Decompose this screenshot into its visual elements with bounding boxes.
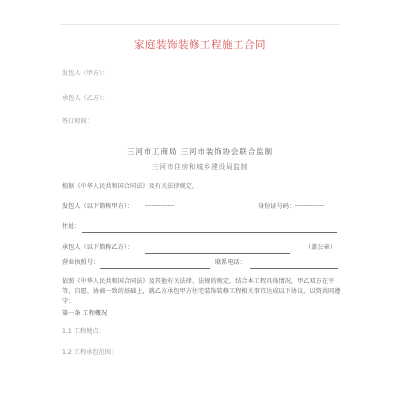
- id-number-label: 身份证号码：: [258, 203, 296, 210]
- address-label: 住址：: [62, 223, 81, 230]
- license-line: [100, 268, 210, 269]
- party-b-label: 承包人（乙方）：: [62, 95, 109, 102]
- item-1: 1.1 工程地点：: [62, 328, 105, 335]
- item-2: 1.2 工程承包范围：: [62, 349, 118, 356]
- party-a-row-label: 发包人（以下简称甲方）：: [62, 203, 134, 210]
- form-intro: 根据《中华人民共和国合同法》及有关法律规定，: [62, 183, 199, 190]
- issuer-line-1: 三河市工商局 三河市装饰协会联合监制: [127, 147, 273, 156]
- address-line: [82, 232, 337, 233]
- top-rule: [60, 24, 340, 25]
- id-number-dashes: -------------: [295, 202, 325, 209]
- license-label: 营业执照号：: [62, 259, 100, 266]
- chapter-heading: 第一条 工程概况: [62, 310, 108, 317]
- issuer-line-2: 三河市住房和城乡建设局监制: [151, 163, 249, 171]
- party-b-seal-note: （盖公章）: [305, 244, 336, 251]
- party-b-line: [145, 253, 290, 254]
- party-a-dashes: -------------: [145, 202, 175, 209]
- party-a-label: 发包人（甲方）：: [62, 70, 109, 77]
- party-b-row-label: 承包人（以下简称乙方）：: [62, 244, 134, 251]
- body-paragraph: 依照《中华人民共和国合同法》及其他有关法律、法规的规定，结合本工程具体情况，甲乙双方在平等、自愿、协商一致的基础上，就乙方承包甲方住宅装饰装修工程相关事宜达成以下协议，以资共同遵守：: [62, 278, 341, 305]
- contact-line: [250, 268, 338, 269]
- date-label: 签订时间：: [62, 118, 93, 125]
- contact-label: 联系电话：: [215, 259, 246, 266]
- contract-title: 家庭装饰装修工程施工合同: [134, 39, 266, 51]
